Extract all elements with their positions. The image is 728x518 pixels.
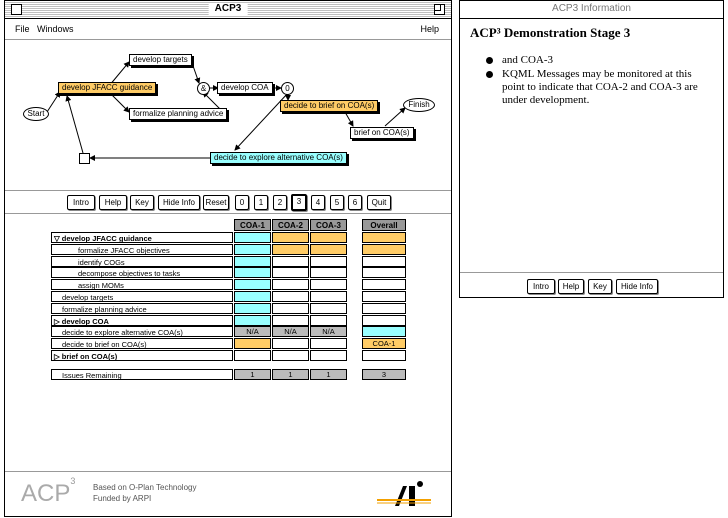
aiai-logo-icon — [375, 478, 433, 512]
status-cell-coa-2[interactable] — [272, 338, 309, 349]
status-cell-coa-1[interactable] — [234, 303, 271, 314]
table-row-text: decide to brief on COA(s) — [62, 340, 147, 350]
status-cell-coa-2[interactable] — [272, 350, 309, 361]
intro-button[interactable]: Intro — [67, 195, 95, 210]
status-cell-coa-3[interactable] — [310, 279, 347, 290]
table-row-text: assign MOMs — [78, 281, 124, 291]
info-intro-button[interactable]: Intro — [527, 279, 555, 294]
footer-line-1: Based on O-Plan Technology — [93, 483, 197, 492]
status-cell-coa-1[interactable] — [234, 267, 271, 278]
issues-coa-3: 1 — [310, 369, 347, 380]
node-develop-jfacc-guidance[interactable]: develop JFACC guidance — [58, 82, 156, 94]
table-row-label[interactable] — [51, 338, 233, 349]
info-titlebar[interactable] — [460, 1, 723, 19]
info-help-button[interactable]: Help — [558, 279, 584, 294]
status-cell-coa-2[interactable] — [272, 303, 309, 314]
status-cell-coa-1[interactable] — [234, 338, 271, 349]
step-4-button[interactable]: 4 — [311, 195, 325, 210]
hide-info-button[interactable]: Hide Info — [158, 195, 200, 210]
status-cell-overall[interactable]: COA-1 — [362, 338, 406, 349]
table-row-text: brief on COA(s) — [61, 352, 118, 361]
key-button[interactable]: Key — [130, 195, 154, 210]
node-finish[interactable]: Finish — [403, 98, 435, 112]
status-cell-overall[interactable] — [362, 256, 406, 267]
step-3-button[interactable]: 3 — [291, 194, 307, 211]
status-cell-coa-3[interactable] — [310, 232, 347, 243]
step-1-button[interactable]: 1 — [254, 195, 268, 210]
issues-remaining-label: Issues Remaining — [51, 369, 233, 380]
status-cell-overall[interactable] — [362, 350, 406, 361]
status-cell-overall[interactable] — [362, 279, 406, 290]
status-cell-coa-1[interactable] — [234, 291, 271, 302]
status-cell-coa-1[interactable] — [234, 244, 271, 255]
info-bullet-2 — [486, 68, 702, 107]
info-bullet-2-text: KQML Messages may be monitored at this point to indicate that COA-2 and COA-3 are under development. — [502, 68, 698, 106]
status-cell-coa-1[interactable] — [234, 279, 271, 290]
status-cell-coa-3[interactable] — [310, 338, 347, 349]
main-titlebar[interactable] — [5, 1, 451, 19]
node-start[interactable]: Start — [23, 107, 49, 121]
status-cell-coa-3[interactable] — [310, 267, 347, 278]
info-button-bar — [460, 272, 723, 297]
status-cell-coa-3[interactable] — [310, 244, 347, 255]
table-row-text: develop targets — [62, 293, 114, 302]
column-header-coa-3: COA-3 — [310, 219, 347, 231]
table-row-label[interactable] — [51, 232, 233, 243]
aiai-logo — [375, 478, 433, 512]
info-heading: ACP³ Demonstration Stage 3 — [470, 25, 631, 40]
menubar — [5, 19, 451, 40]
status-cell-coa-3[interactable] — [310, 256, 347, 267]
status-cell-overall[interactable] — [362, 232, 406, 243]
node-formalize-planning-advice[interactable]: formalize planning advice — [129, 108, 227, 120]
bullet-dot-icon — [486, 57, 493, 64]
info-hide-info-button[interactable]: Hide Info — [616, 279, 658, 294]
status-cell-overall[interactable] — [362, 267, 406, 278]
footer-line-2: Funded by ARPI — [93, 494, 152, 503]
table-row-label[interactable] — [51, 279, 233, 290]
step-0-button[interactable]: 0 — [235, 195, 249, 210]
issues-coa-1: 1 — [234, 369, 271, 380]
table-row-text: formalize planning advice — [62, 304, 147, 314]
table-row-text: identify COGs — [78, 257, 125, 267]
help-button[interactable]: Help — [99, 195, 127, 210]
plan-graph-pane — [5, 40, 451, 191]
issues-coa-2: 1 — [272, 369, 309, 380]
acp-logo — [21, 476, 76, 508]
menu-windows[interactable]: Windows — [37, 24, 74, 34]
status-cell-overall[interactable] — [362, 315, 406, 326]
step-2-button[interactable]: 2 — [273, 195, 287, 210]
status-cell-overall[interactable] — [362, 291, 406, 302]
status-cell-overall[interactable] — [362, 244, 406, 255]
status-cell-coa-3[interactable] — [310, 350, 347, 361]
table-row-label[interactable] — [51, 244, 233, 255]
column-header-coa-1: COA-1 — [234, 219, 271, 231]
status-cell-coa-2[interactable] — [272, 256, 309, 267]
status-table — [5, 214, 451, 469]
node-decide-explore[interactable]: decide to explore alternative COA(s) — [210, 152, 347, 164]
node-and-join[interactable]: & — [197, 82, 210, 95]
table-row-label[interactable] — [51, 291, 233, 302]
table-row-label[interactable] — [51, 315, 233, 326]
info-window-title: ACP3 Information — [546, 3, 637, 15]
status-cell-coa-3[interactable] — [310, 315, 347, 326]
table-row-text: decide to explore alternative COA(s) — [62, 328, 183, 338]
info-key-button[interactable]: Key — [588, 279, 612, 294]
step-6-button[interactable]: 6 — [348, 195, 362, 210]
step-5-button[interactable]: 5 — [330, 195, 344, 210]
expanded-triangle-icon[interactable]: ▽ — [54, 234, 60, 243]
acp-logo-superscript: 3 — [70, 476, 76, 486]
footer — [5, 471, 451, 518]
info-window — [459, 0, 724, 298]
reset-button[interactable]: Reset — [203, 195, 229, 210]
table-row-label[interactable] — [51, 326, 233, 337]
control-bar — [5, 191, 451, 214]
info-bullet-1-text: and COA-3 — [502, 54, 554, 66]
node-develop-targets[interactable]: develop targets — [129, 54, 192, 66]
info-bullet-1 — [486, 54, 722, 67]
table-row-text: develop JFACC guidance — [61, 234, 152, 243]
status-cell-coa-2[interactable] — [272, 279, 309, 290]
node-loop-square[interactable] — [79, 153, 90, 164]
menu-file[interactable]: File — [15, 24, 30, 34]
node-decide-brief[interactable]: decide to brief on COA(s) — [280, 100, 378, 112]
table-row-label[interactable] — [51, 256, 233, 267]
status-cell-coa-3[interactable]: N/A — [310, 326, 347, 337]
main-window — [4, 0, 452, 517]
status-cell-coa-1[interactable] — [234, 315, 271, 326]
status-cell-overall[interactable] — [362, 303, 406, 314]
status-cell-coa-2[interactable] — [272, 315, 309, 326]
node-brief-coa[interactable]: brief on COA(s) — [350, 127, 414, 139]
table-row-text: decompose objectives to tasks — [78, 269, 181, 279]
status-cell-overall[interactable] — [362, 326, 406, 337]
column-header-coa-2: COA-2 — [272, 219, 309, 231]
status-cell-coa-1[interactable]: N/A — [234, 326, 271, 337]
collapsed-triangle-icon[interactable]: ▷ — [54, 316, 60, 326]
status-cell-coa-3[interactable] — [310, 303, 347, 314]
status-cell-coa-2[interactable] — [272, 267, 309, 278]
close-box-icon[interactable] — [11, 4, 22, 15]
quit-button[interactable]: Quit — [367, 195, 391, 210]
status-cell-coa-3[interactable] — [310, 291, 347, 302]
status-cell-coa-2[interactable] — [272, 244, 309, 255]
table-row-label[interactable] — [51, 350, 233, 361]
node-or-split[interactable]: 0 — [281, 82, 294, 95]
menu-help[interactable]: Help — [420, 24, 439, 34]
collapsed-triangle-icon[interactable]: ▷ — [54, 352, 60, 361]
status-cell-coa-2[interactable] — [272, 232, 309, 243]
status-cell-coa-2[interactable]: N/A — [272, 326, 309, 337]
table-row-text: formalize JFACC objectives — [78, 245, 170, 255]
acp-logo-text: ACP — [21, 480, 71, 507]
node-develop-coa[interactable]: develop COA — [217, 82, 273, 94]
issues-overall: 3 — [362, 369, 406, 380]
table-row-label[interactable] — [51, 267, 233, 278]
status-cell-coa-2[interactable] — [272, 291, 309, 302]
status-cell-coa-1[interactable] — [234, 232, 271, 243]
bullet-dot-icon — [486, 71, 493, 78]
table-row-text: develop COA — [61, 316, 109, 326]
column-header-overall: Overall — [362, 219, 406, 231]
zoom-box-icon[interactable] — [434, 4, 445, 15]
graph-edges — [5, 40, 451, 190]
status-cell-coa-1[interactable] — [234, 350, 271, 361]
status-cell-coa-1[interactable] — [234, 256, 271, 267]
window-title: ACP3 — [209, 3, 248, 15]
table-row-label[interactable] — [51, 303, 233, 314]
